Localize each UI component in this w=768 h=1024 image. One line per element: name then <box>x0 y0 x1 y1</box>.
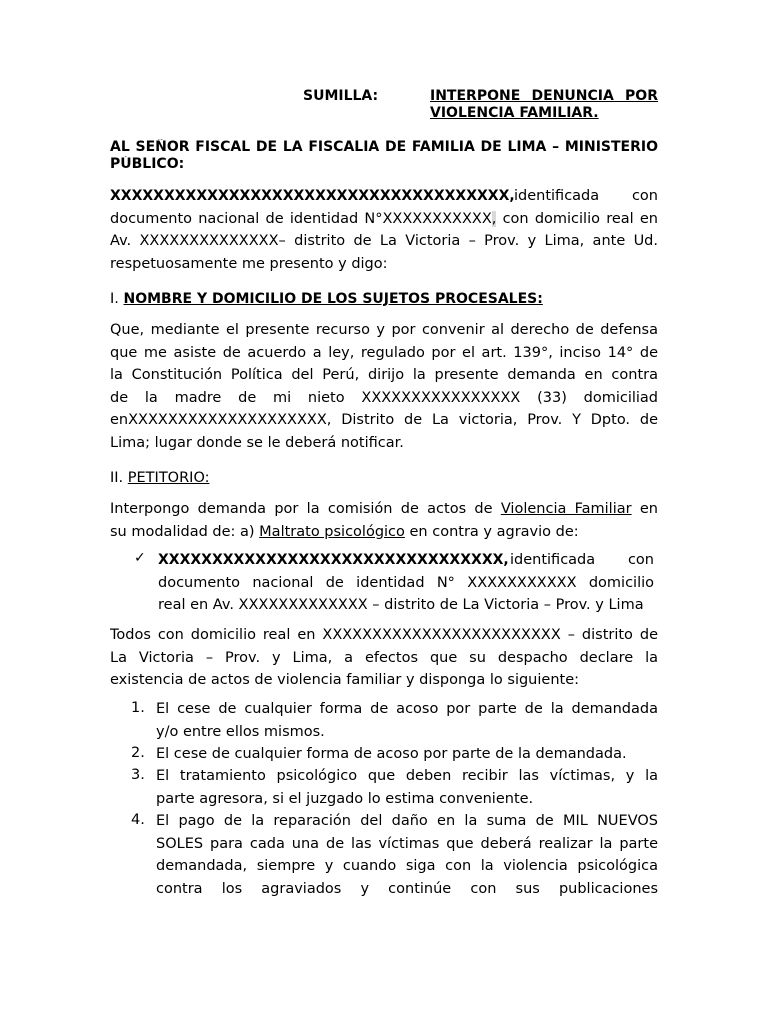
request-line: parte agresora, si el juzgado lo estima conveniente. <box>156 790 534 807</box>
common-paragraph <box>110 624 658 692</box>
request-line: demandada, siempre y cuando siga con la violencia psicológica <box>156 858 658 874</box>
intro-paragraph <box>110 185 658 275</box>
victim-name: XXXXXXXXXXXXXXXXXXXXXXXXXXXXXXXX, <box>158 552 509 568</box>
request-line: El cese de cualquier forma de acoso por parte de la demandada <box>156 701 658 717</box>
request-line: El tratamiento psicológico que deben recibir las víctimas, y la <box>156 768 658 784</box>
section-2-text: en <box>631 501 658 517</box>
section-1-line: Lima; lugar donde se le deberá notificar. <box>110 434 404 451</box>
request-item <box>156 698 658 743</box>
intro-line-2b: , <box>491 210 497 227</box>
addressee-line-1: AL SEÑOR FISCAL DE LA FISCALIA DE FAMILIA DE LIMA – MINISTERIO <box>110 139 658 155</box>
request-number: 3. <box>131 767 145 783</box>
violence-term: Violencia Familiar <box>500 501 632 517</box>
applicant-name: XXXXXXXXXXXXXXXXXXXXXXXXXXXXXXXXXXXXX, <box>110 188 515 204</box>
intro-line-3: Av. XXXXXXXXXXXXXX– distrito de La Victoria – Prov. y Lima, ante Ud. <box>110 233 658 249</box>
victim-line-1 <box>158 549 654 572</box>
common-line: La Victoria – Prov. y Lima, a efectos que su despacho declare la <box>110 649 658 666</box>
intro-line-4: respetuosamente me presento y digo: <box>110 255 388 272</box>
request-line: contra los agraviados y continúe con sus publicaciones <box>156 880 658 897</box>
section-1-paragraph <box>110 319 658 454</box>
section-2-line-1 <box>110 498 658 521</box>
section-2-text: en contra y agravio de: <box>404 523 579 540</box>
section-1-line: enXXXXXXXXXXXXXXXXXXXX, Distrito de La victoria, Prov. Y Dpto. de <box>110 412 658 428</box>
intro-line-2a: documento nacional de identidad N°XXXXXXXXXXX <box>110 210 492 227</box>
section-1-number: I. <box>110 291 119 307</box>
victim-line-3: real en Av. XXXXXXXXXXXXX – distrito de La Victoria – Prov. y Lima <box>158 597 644 613</box>
request-item <box>156 765 658 810</box>
request-number: 4. <box>131 812 145 828</box>
request-line: y/o entre ellos mismos. <box>156 723 325 740</box>
request-number: 2. <box>131 745 145 761</box>
victim-item <box>158 549 654 617</box>
section-1-line: la Constitución Política del Perú, dirijo la presente demanda en contra <box>110 367 658 383</box>
intro-line-1 <box>110 185 658 208</box>
sumilla-text <box>430 88 658 122</box>
request-item <box>156 810 658 900</box>
intro-line-2c: con domicilio real en <box>496 210 658 227</box>
section-1-line: que me asiste de acuerdo a ley, regulado por el art. 139°, inciso 14° de <box>110 344 658 361</box>
section-2-number: II. <box>110 470 124 486</box>
section-2-heading <box>110 470 210 486</box>
sumilla-line-1: INTERPONE DENUNCIA POR <box>430 88 658 104</box>
addressee-line-2: PÚBLICO: <box>110 156 185 172</box>
section-1-line: de la madre de mi nieto XXXXXXXXXXXXXXXX (33) domiciliad <box>110 389 658 406</box>
section-2-paragraph <box>110 498 658 543</box>
section-1-heading <box>110 291 543 307</box>
sumilla-label: SUMILLA: <box>303 88 379 104</box>
request-line: SOLES para cada una de las víctimas que deberá realizar la parte <box>156 835 658 852</box>
request-line: El pago de la reparación del daño en la suma de MIL NUEVOS <box>156 813 658 829</box>
request-item <box>156 743 658 766</box>
section-2-title: PETITORIO: <box>127 470 210 486</box>
section-2-text: Interpongo demanda por la comisión de actos de <box>110 501 501 517</box>
addressee <box>110 139 658 173</box>
check-icon: ✓ <box>134 550 146 566</box>
section-1-title: NOMBRE Y DOMICILIO DE LOS SUJETOS PROCESALES: <box>123 291 543 307</box>
victim-con-word: con <box>627 552 654 568</box>
section-2-text: su modalidad de: a) <box>110 523 260 540</box>
section-2-line-2 <box>110 521 658 544</box>
sumilla-line-2: VIOLENCIA FAMILIAR. <box>430 105 599 121</box>
abuse-term: Maltrato psicológico <box>259 523 405 540</box>
identified-word: identificada <box>514 188 600 204</box>
section-1-line: Que, mediante el presente recurso y por convenir al derecho de defensa <box>110 322 658 338</box>
victim-identified-word: identificada <box>510 552 596 568</box>
common-line: existencia de actos de violencia familiar y disponga lo siguiente: <box>110 672 579 688</box>
con-word: con <box>631 188 658 204</box>
victim-line-2: documento nacional de identidad N° XXXXXXXXXXX domicilio <box>158 574 654 591</box>
common-line: Todos con domicilio real en XXXXXXXXXXXXXXXXXXXXXXXX – distrito de <box>110 627 658 643</box>
intro-line-2 <box>110 208 658 231</box>
request-number: 1. <box>131 700 145 716</box>
request-line: El cese de cualquier forma de acoso por parte de la demandada. <box>156 746 627 762</box>
